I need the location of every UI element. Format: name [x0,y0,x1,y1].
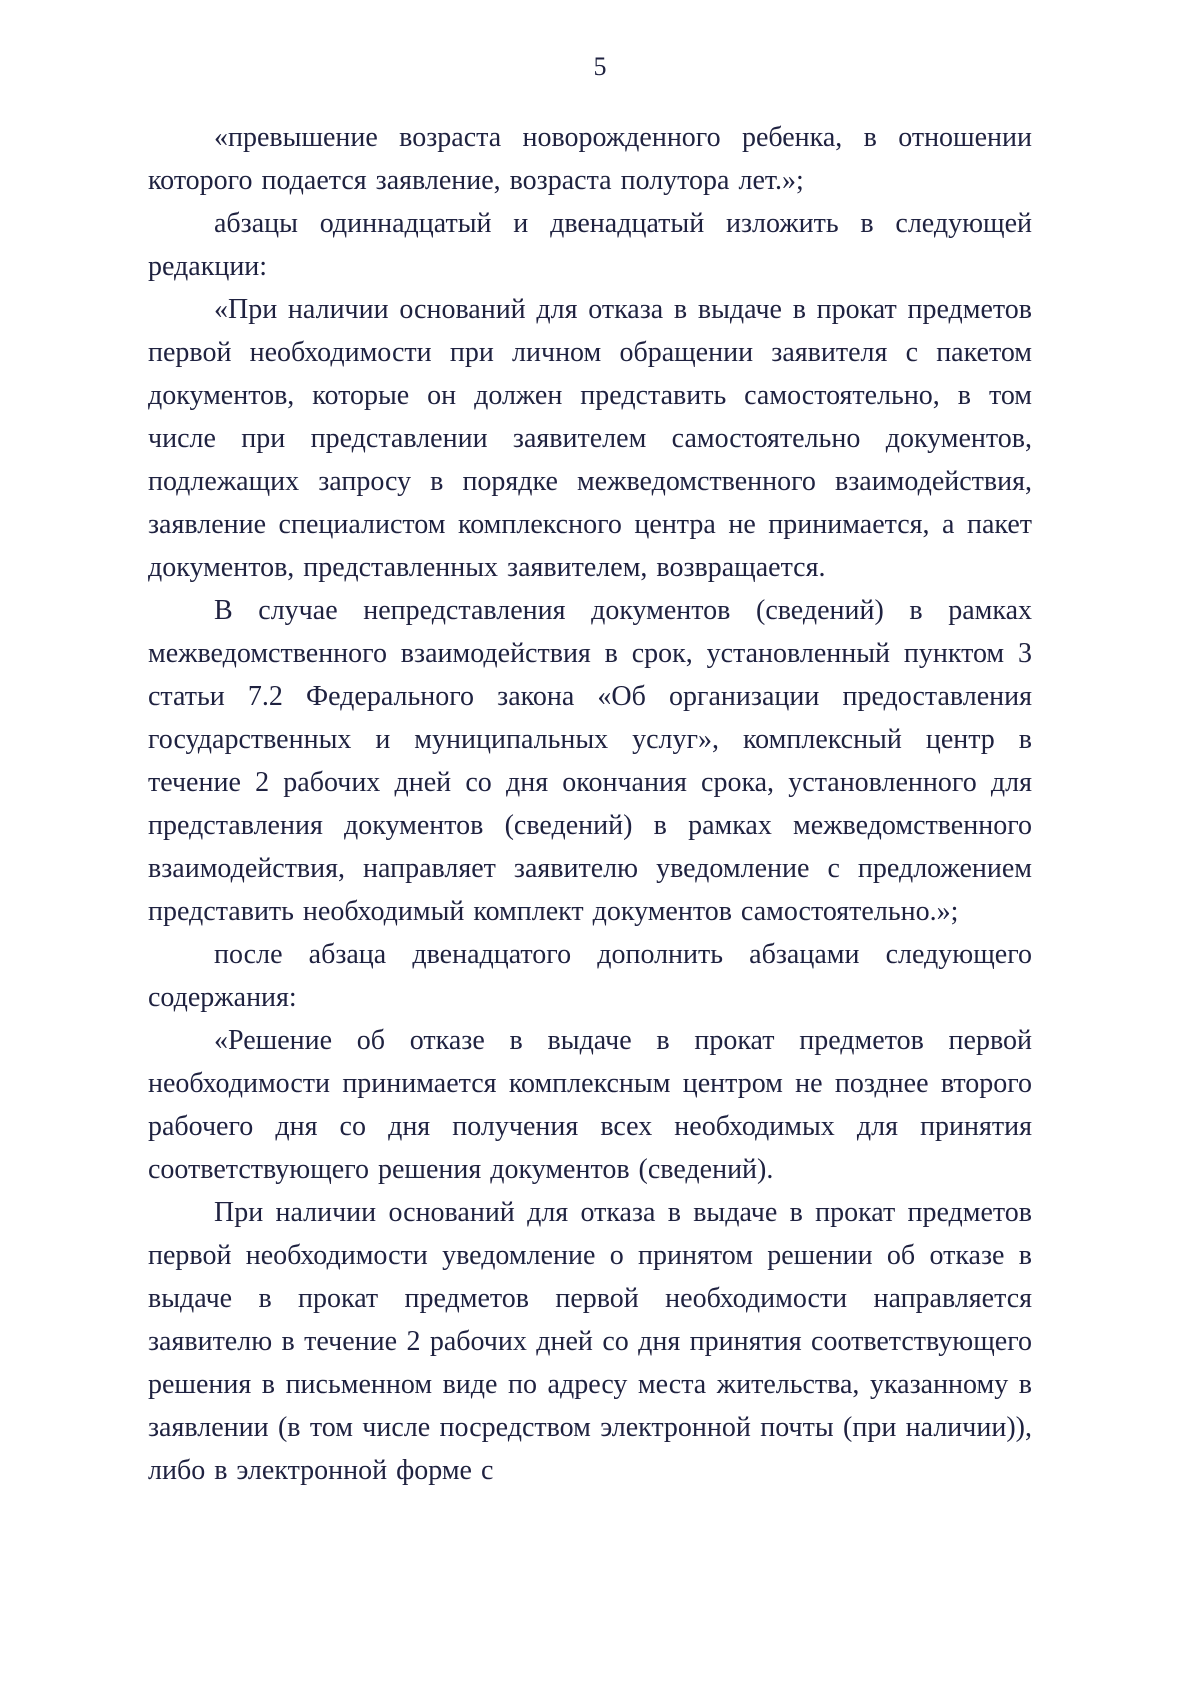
paragraph-quote-age-limit: «превышение возраста новорожденного ребенка, в отношении которого подается заявление, возраста полутора лет.»; [148,122,1032,196]
document-body [0,116,1200,1492]
paragraph-notification-procedure: При наличии оснований для отказа в выдаче в прокат предметов первой необходимости уведомление о принятом решении об отказе в выдаче в прокат предметов первой необходимости направляется заявителю в течение 2 рабочих дней со дня принятия соответствующего решения в письменном виде по адресу места жительства, указанному в заявлении (в том числе посредством электронной почты (при наличии)), либо в электронной форме с [148,1197,1032,1486]
paragraph-decision-timing: «Решение об отказе в выдаче в прокат предметов первой необходимости принимается комплексным центром не позднее второго рабочего дня со дня получения всех необходимых для принятия соответствующего решения документов (сведений). [148,1025,1032,1185]
paragraph-interagency-case: В случае непредставления документов (сведений) в рамках межведомственного взаимодействия в срок, установленный пунктом 3 статьи 7.2 Федерального закона «Об организации предоставления государственных и муниципальных услуг», комплексный центр в течение 2 рабочих дней со дня окончания срока, установленного для представления документов (сведений) в рамках межведомственного взаимодействия, направляет заявителю уведомление с предложением представить необходимый комплект документов самостоятельно.»; [148,595,1032,927]
page-number: 5 [593,52,607,81]
paragraph-refusal-grounds: «При наличии оснований для отказа в выдаче в прокат предметов первой необходимости при личном обращении заявителя с пакетом документов, которые он должен представить самостоятельно, в том числе при представлении заявителем самостоятельно документов, подлежащих запросу в порядке межведомственного взаимодействия, заявление специалистом комплексного центра не принимается, а пакет документов, представленных заявителем, возвращается. [148,294,1032,583]
paragraph-amendment-intro: абзацы одиннадцатый и двенадцатый изложить в следующей редакции: [148,208,1032,282]
paragraph-supplement-intro: после абзаца двенадцатого дополнить абзацами следующего содержания: [148,939,1032,1013]
